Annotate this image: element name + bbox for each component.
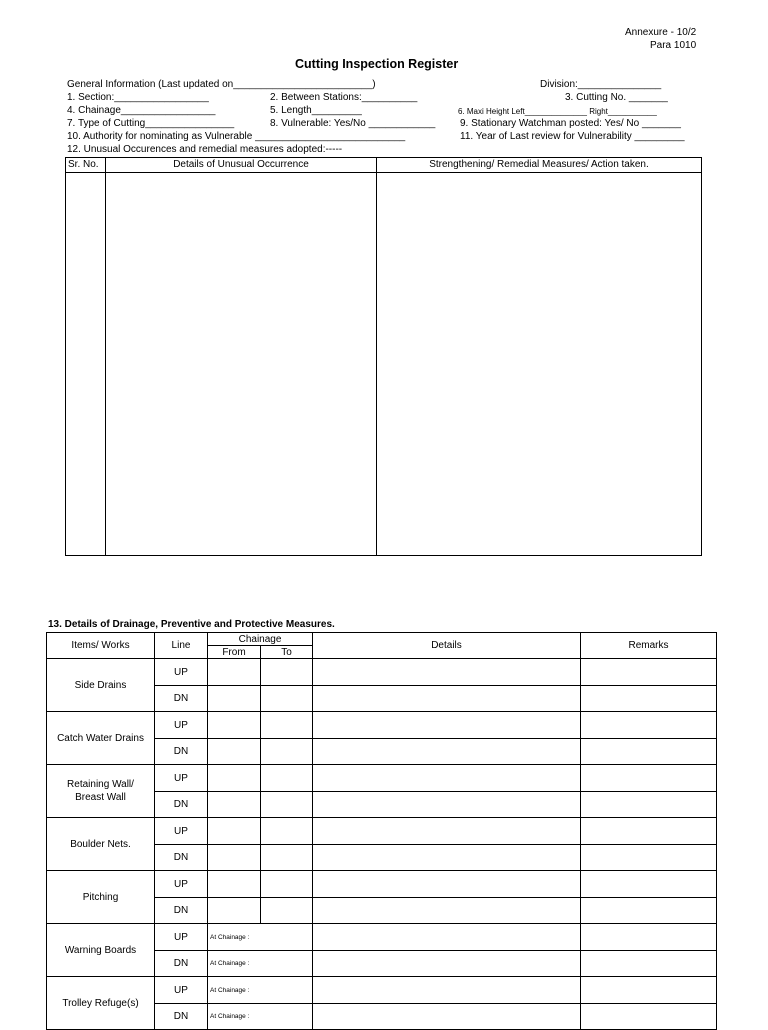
annexure-label: Annexure - 10/2 (625, 27, 697, 38)
details-cell[interactable] (313, 871, 581, 898)
chainage-from-cell[interactable] (208, 898, 261, 924)
chainage-from-cell[interactable] (208, 765, 261, 792)
col-line: Line (155, 633, 208, 659)
line-dn: DN (155, 792, 208, 818)
col-chainage-from: From (208, 646, 261, 659)
line-dn: DN (155, 686, 208, 712)
page-title: Cutting Inspection Register (295, 57, 459, 71)
para-label: Para 1010 (650, 40, 697, 51)
type-of-cutting-field: 7. Type of Cutting________________ (67, 118, 235, 129)
details-cell[interactable] (313, 739, 581, 765)
details-cell[interactable] (313, 977, 581, 1004)
chainage-field: 4. Chainage_________________ (67, 105, 216, 116)
watchman-field: 9. Stationary Watchman posted: Yes/ No _______ (460, 118, 681, 129)
at-chainage-cell[interactable]: At Chainage : (208, 977, 313, 1004)
col-chainage-to: To (261, 646, 313, 659)
item-trolley-refuges: Trolley Refuge(s) (47, 977, 155, 1030)
remarks-cell[interactable] (581, 792, 717, 818)
table-row (47, 924, 717, 951)
chainage-to-cell[interactable] (261, 792, 313, 818)
section-field: 1. Section:_________________ (67, 92, 209, 103)
chainage-to-cell[interactable] (261, 898, 313, 924)
chainage-from-cell[interactable] (208, 739, 261, 765)
chainage-to-cell[interactable] (261, 765, 313, 792)
at-chainage-cell[interactable]: At Chainage : (208, 924, 313, 951)
details-cell[interactable] (313, 818, 581, 845)
occurrence-table-header-rule (66, 172, 701, 173)
col-details: Details (313, 633, 581, 659)
general-info-last-updated: General Information (Last updated on_________________________) (67, 79, 376, 90)
authority-field: 10. Authority for nominating as Vulnerable ___________________________ (67, 131, 406, 142)
remarks-cell[interactable] (581, 818, 717, 845)
details-cell[interactable] (313, 712, 581, 739)
chainage-from-cell[interactable] (208, 659, 261, 686)
occurrence-table (65, 157, 702, 556)
table-row (47, 765, 717, 792)
chainage-from-cell[interactable] (208, 686, 261, 712)
chainage-from-cell[interactable] (208, 871, 261, 898)
table-row (47, 871, 717, 898)
unusual-occurrences-heading: 12. Unusual Occurences and remedial measures adopted:----- (67, 144, 343, 155)
line-up: UP (155, 977, 208, 1004)
between-stations-field: 2. Between Stations:__________ (270, 92, 418, 103)
chainage-to-cell[interactable] (261, 686, 313, 712)
cutting-no-field: 3. Cutting No. _______ (565, 92, 668, 103)
table-row (47, 712, 717, 739)
line-up: UP (155, 818, 208, 845)
remarks-cell[interactable] (581, 765, 717, 792)
line-up: UP (155, 659, 208, 686)
line-dn: DN (155, 845, 208, 871)
line-dn: DN (155, 1004, 208, 1030)
chainage-from-cell[interactable] (208, 845, 261, 871)
length-field: 5. Length_________ (270, 105, 362, 116)
col-sr-no: Sr. No. (68, 159, 99, 170)
item-warning-boards: Warning Boards (47, 924, 155, 977)
chainage-from-cell[interactable] (208, 712, 261, 739)
item-retaining-wall: Retaining Wall/ Breast Wall (47, 765, 155, 818)
last-review-field: 11. Year of Last review for Vulnerability _________ (460, 131, 685, 142)
remarks-cell[interactable] (581, 977, 717, 1004)
line-dn: DN (155, 951, 208, 977)
drainage-heading: 13. Details of Drainage, Preventive and Protective Measures. (48, 619, 335, 630)
occurrence-table-divider (376, 158, 377, 555)
drainage-table (46, 632, 717, 1030)
line-up: UP (155, 765, 208, 792)
col-chainage: Chainage (208, 633, 313, 646)
details-cell[interactable] (313, 951, 581, 977)
at-chainage-cell[interactable]: At Chainage : (208, 951, 313, 977)
details-cell[interactable] (313, 792, 581, 818)
col-items-works: Items/ Works (47, 633, 155, 659)
remarks-cell[interactable] (581, 739, 717, 765)
chainage-to-cell[interactable] (261, 845, 313, 871)
chainage-to-cell[interactable] (261, 739, 313, 765)
table-row (47, 977, 717, 1004)
chainage-from-cell[interactable] (208, 818, 261, 845)
occurrence-table-divider (105, 158, 106, 555)
chainage-to-cell[interactable] (261, 659, 313, 686)
chainage-to-cell[interactable] (261, 818, 313, 845)
remarks-cell[interactable] (581, 924, 717, 951)
line-dn: DN (155, 898, 208, 924)
remarks-cell[interactable] (581, 845, 717, 871)
remarks-cell[interactable] (581, 951, 717, 977)
item-side-drains: Side Drains (47, 659, 155, 712)
line-up: UP (155, 712, 208, 739)
col-remedial-measures: Strengthening/ Remedial Measures/ Action taken. (429, 159, 649, 170)
remarks-cell[interactable] (581, 1004, 717, 1030)
remarks-cell[interactable] (581, 898, 717, 924)
at-chainage-cell[interactable]: At Chainage : (208, 1004, 313, 1030)
line-up: UP (155, 924, 208, 951)
line-dn: DN (155, 739, 208, 765)
details-cell[interactable] (313, 686, 581, 712)
vulnerable-field: 8. Vulnerable: Yes/No ____________ (270, 118, 436, 129)
item-catch-water-drains: Catch Water Drains (47, 712, 155, 765)
remarks-cell[interactable] (581, 712, 717, 739)
remarks-cell[interactable] (581, 659, 717, 686)
division-field: Division:_______________ (540, 79, 662, 90)
details-cell[interactable] (313, 765, 581, 792)
chainage-to-cell[interactable] (261, 871, 313, 898)
details-cell[interactable] (313, 659, 581, 686)
chainage-to-cell[interactable] (261, 712, 313, 739)
table-row (47, 818, 717, 845)
item-pitching: Pitching (47, 871, 155, 924)
item-boulder-nets: Boulder Nets. (47, 818, 155, 871)
remarks-cell[interactable] (581, 871, 717, 898)
chainage-from-cell[interactable] (208, 792, 261, 818)
col-remarks: Remarks (581, 633, 717, 659)
details-cell[interactable] (313, 1004, 581, 1030)
details-cell[interactable] (313, 924, 581, 951)
max-height-field: 6. Maxi Height Left______________ Right___________ (458, 107, 657, 116)
details-cell[interactable] (313, 845, 581, 871)
table-row (47, 659, 717, 686)
col-unusual-occurrence: Details of Unusual Occurrence (173, 159, 309, 170)
line-up: UP (155, 871, 208, 898)
remarks-cell[interactable] (581, 686, 717, 712)
details-cell[interactable] (313, 898, 581, 924)
